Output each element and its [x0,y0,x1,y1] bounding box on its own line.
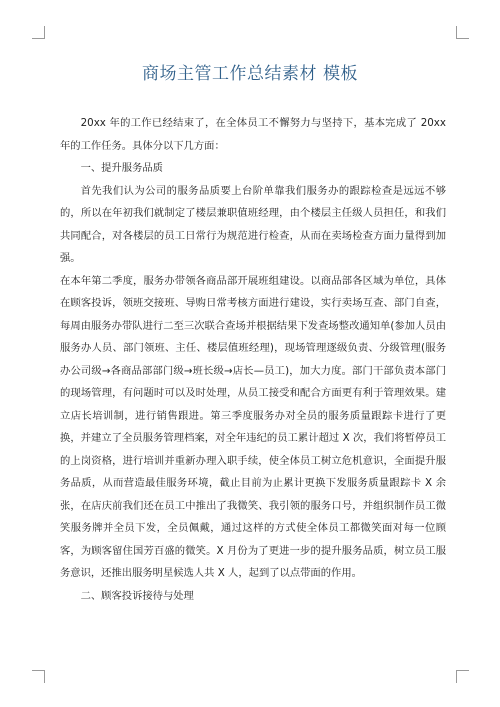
section-heading-complaints: 二、顾客投诉接待与处理 [80,589,194,602]
intro-paragraph: 20xx 年的工作已经结束了，在全体员工不懈努力与坚持下，基本完成了 20xx 年的工作任务。具体分以下几方面： [60,117,446,152]
crop-mark-bottom-right [456,670,469,683]
document-body [60,112,446,607]
paragraph-duty-manager: 首先我们认为公司的服务品质要上台阶单靠我们服务办的跟踪检查是远远不够的，所以在年初我们就制定了楼层兼职值班经理，由个楼层主任级人员担任，和我们共同配合，对各楼层的员工日常行为规范进行检查，从而在卖场检查方面力量得到加强。 [60,184,446,264]
document-title: 商场主管工作总结素材 模板 [142,64,358,84]
crop-mark-bottom-left [32,670,45,683]
crop-mark-top-left [32,26,45,39]
crop-mark-top-right [456,26,469,39]
section-heading-service-quality: 一、提升服务品质 [80,162,163,174]
paragraph-team-building: 在本年第二季度，服务办带领各商品部开展班组建设。以商品部各区域为单位，具体在顾客投诉，领班交接班、导购日常考核方面进行建设，实行卖场互查、部门自查，每周由服务办带队进行二至三次联合查场并根据结果下发查场整改通知单(参加人员由服务办人员、部门领班、主任、楼层值班经理)，现场管理逐级负责、分级管理(服务办公司级→各商品部部门级→班长级→店长—员工)，加大力度。部门干部负责本部门的现场管理，有问题时可以及时处理，从员工接受和配合方面更有利于管理效果。建立店长培训制，进行销售跟进。第三季度服务办对全员的服务质量跟踪卡进行了更换，并建立了全员服务管理档案，对全年违纪的员工累计超过 X 次，我们将暂停员工的上岗资格，进行培训并重新办理入职手续，使全体员工树立危机意识，全面提升服务品质，从而营造最佳服务环境，截止目前为止累计更换下发服务质量跟踪卡 X 余张，在店庆前我们还在员工中推出了我微笑、我引领的服务口号，并组织制作员工微笑服务牌并全员下发，全员佩戴，通过这样的方式使全体员工都微笑面对每一位顾客，为顾客留住国芳百盛的微笑。X 月份为了更进一步的提升服务品质，树立员工服务意识，还推出服务明星候选人共 X 人，起到了以点带面的作用。 [60,274,446,579]
